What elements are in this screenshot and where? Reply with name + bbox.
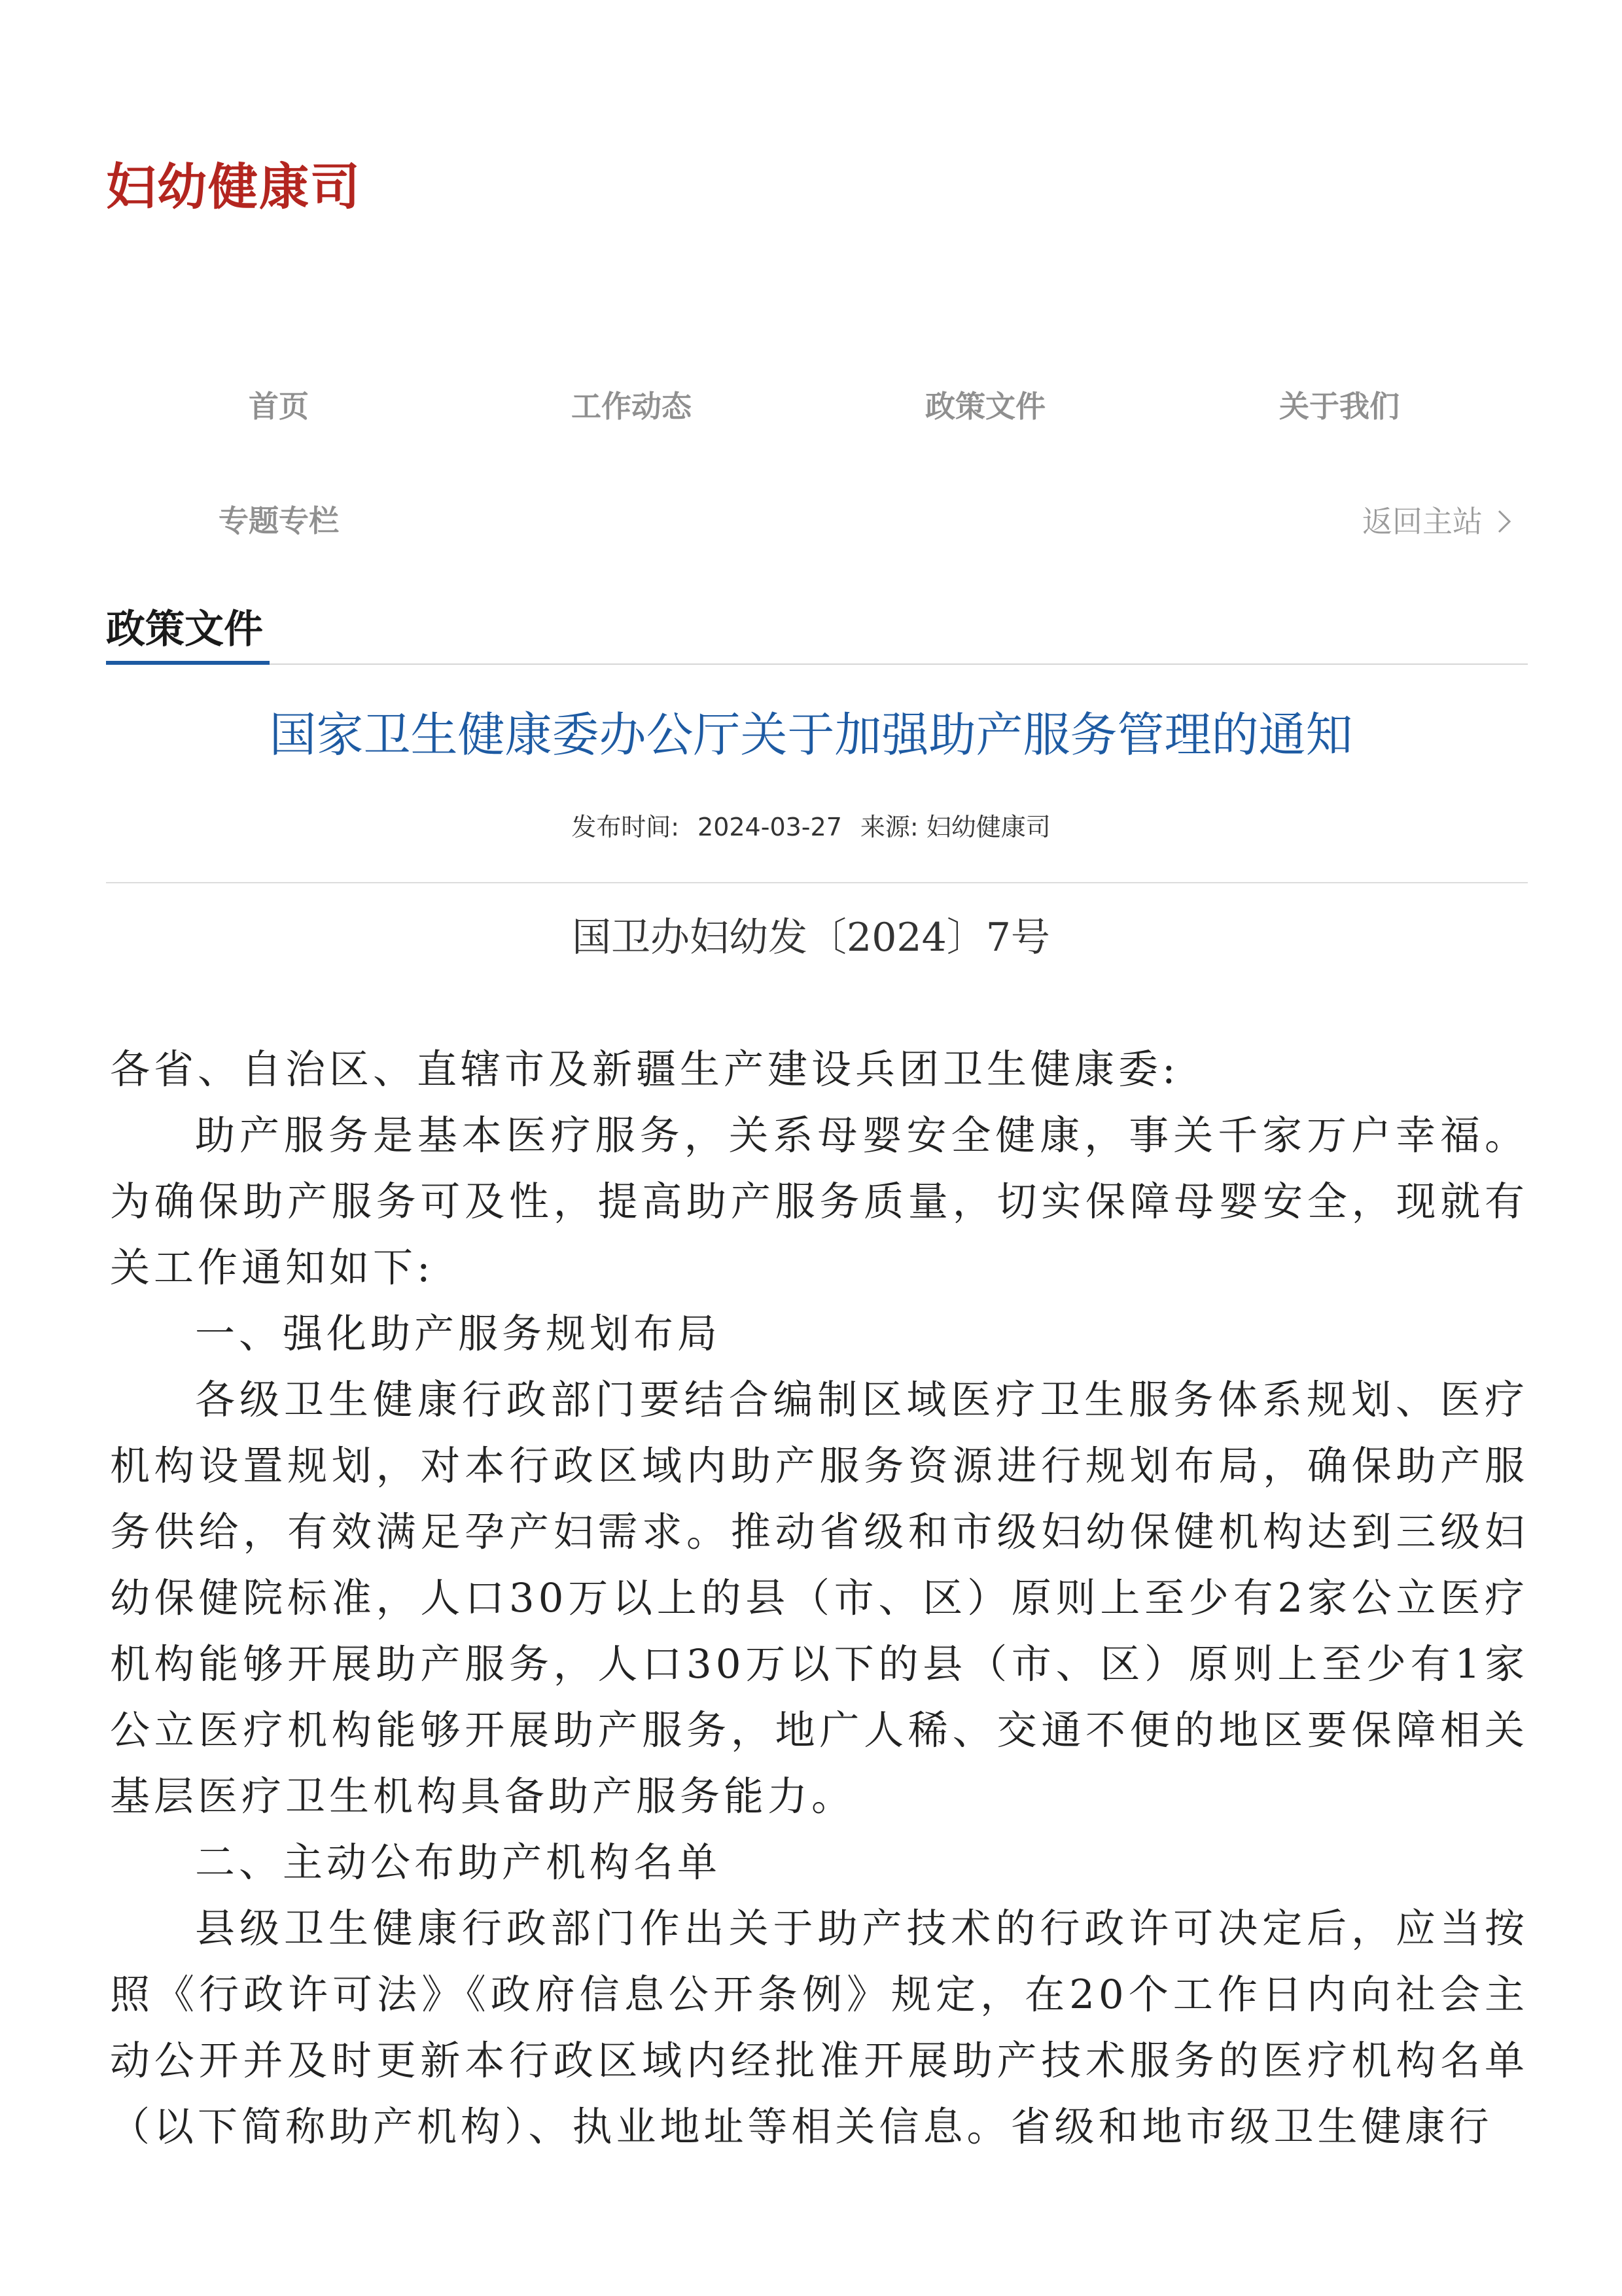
section-2-paragraph: 县级卫生健康行政部门作出关于助产技术的行政许可决定后，应当按照《行政许可法》《政府信息公开条例》规定，在20个工作日内向社会主动公开并及时更新本行政区域内经批准开展助产技术服务的医疗机构名单（以下简称助产机构）、执业地址等相关信息。省级和地市级卫生健康行 [110,1905,1528,2150]
chevron-right-icon [1497,509,1511,534]
nav-item-about-us[interactable]: 关于我们 [1279,389,1400,424]
publish-label: 发布时间: [571,813,680,841]
back-link-label: 返回主站 [1362,504,1483,539]
nav-item-special-topics[interactable]: 专题专栏 [219,503,339,539]
nav-item-work-news[interactable]: 工作动态 [571,389,692,424]
back-to-main-site-link[interactable] [1362,506,1511,537]
section-heading-underline [106,661,270,665]
section-1-paragraph: 各级卫生健康行政部门要结合编制区域医疗卫生服务体系规划、医疗机构设置规划，对本行政区域内助产服务资源进行规划布局，确保助产服务供给，有效满足孕产妇需求。推动省级和市级妇幼保健机构达到三级妇幼保健院标准，人口30万以上的县（市、区）原则上至少有2家公立医疗机构能够开展助产服务，人口30万以下的县（市、区）原则上至少有1家公立医疗机构能够开展助产服务，地广人稀、交通不便的地区要保障相关基层医疗卫生机构具备助产服务能力。 [110,1377,1528,1820]
document-number: 国卫办妇幼发〔2024〕7号 [572,915,1050,961]
nav-item-policy-documents[interactable]: 政策文件 [925,389,1046,424]
section-1-heading: 一、强化助产服务规划布局 [195,1311,722,1357]
section-heading: 政策文件 [106,607,263,652]
salutation: 各省、自治区、直辖市及新疆生产建设兵团卫生健康委: [110,1046,1180,1093]
meta-divider [106,882,1528,883]
article-body [110,1036,1528,2160]
section-2-heading: 二、主动公布助产机构名单 [195,1839,722,1886]
site-title: 妇幼健康司 [106,158,361,216]
publish-date: 2024-03-27 [697,813,842,841]
intro-paragraph: 助产服务是基本医疗服务，关系母婴安全健康，事关千家万户幸福。为确保助产服务可及性，提高助产服务质量，切实保障母婴安全，现就有关工作通知如下: [110,1112,1528,1291]
nav-item-home[interactable]: 首页 [249,389,309,424]
article-title: 国家卫生健康委办公厅关于加强助产服务管理的通知 [269,707,1353,762]
section-divider [106,663,1528,665]
article-meta [0,815,1622,839]
article-source: 来源: 妇幼健康司 [860,813,1051,841]
